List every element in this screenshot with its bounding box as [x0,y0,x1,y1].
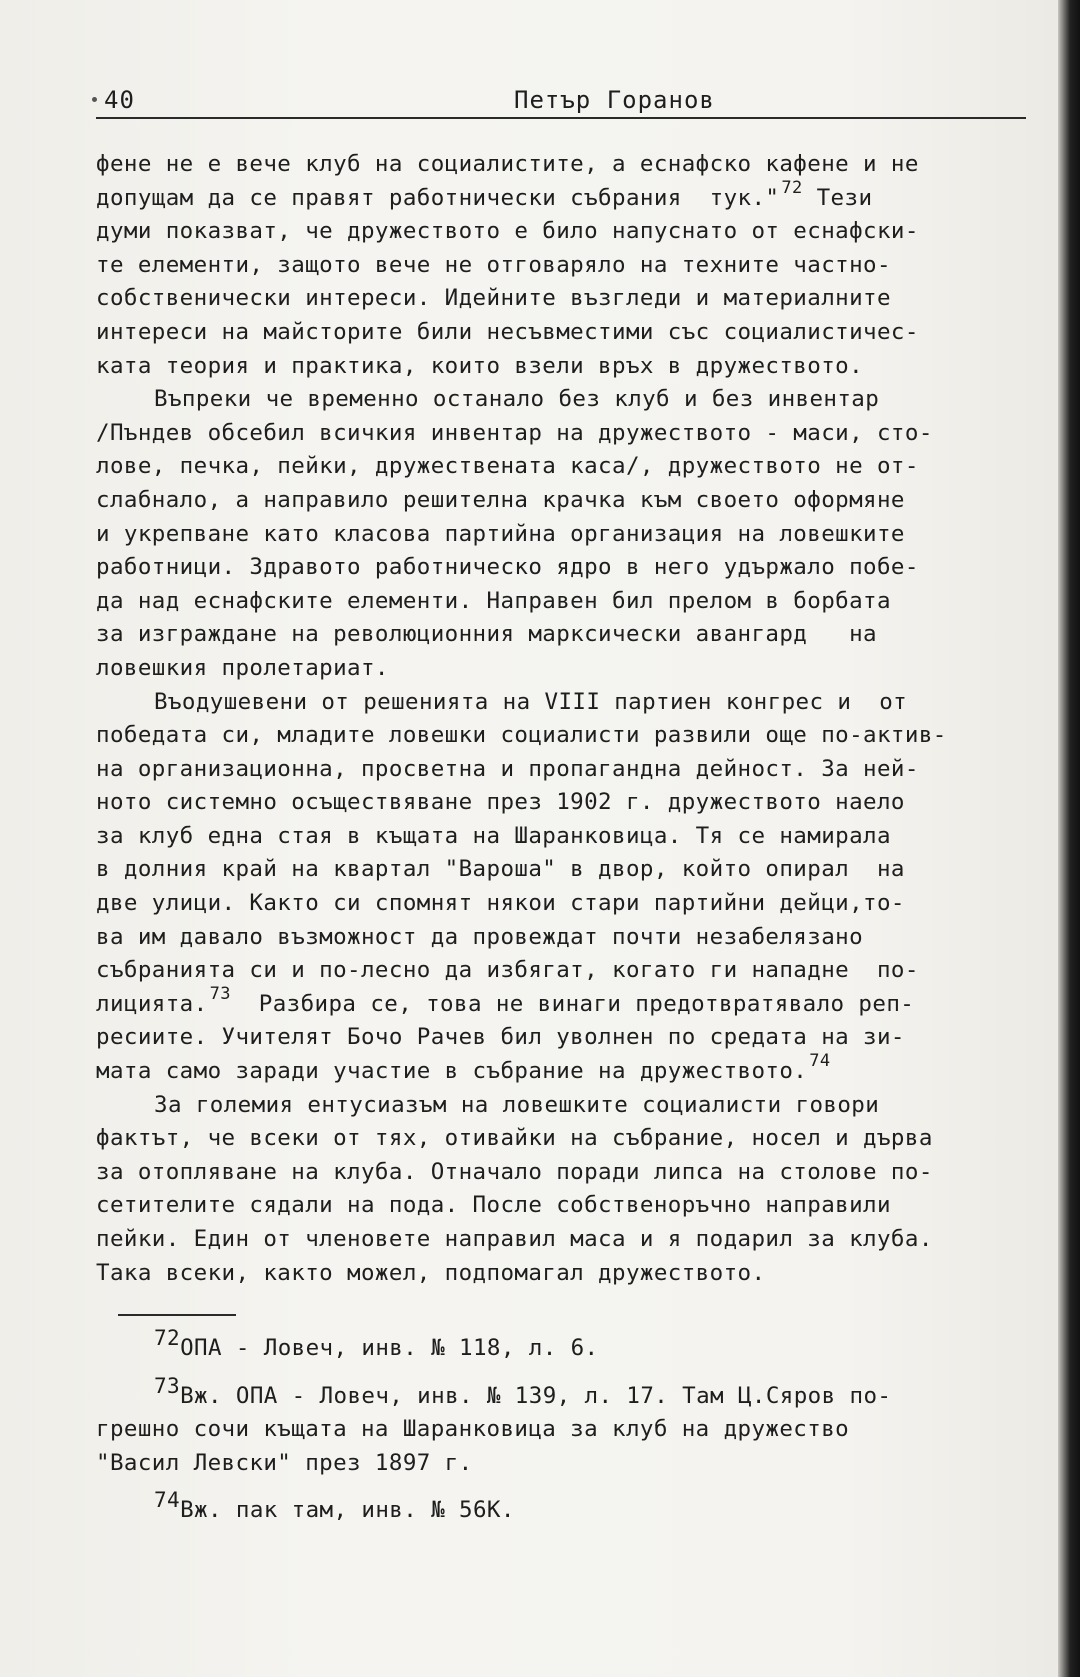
body-line [96,585,1056,619]
body-line [96,148,1056,182]
body-line [96,853,1056,887]
footnote-ref: 73 [209,983,231,1004]
footnote-line [96,1326,1056,1366]
body-line-text: Въодушевени от решенията на VIII партиен конгрес и от [154,688,908,715]
body-line-tail: Тези [802,184,873,211]
footnote-spacer [96,1480,1056,1494]
body-line-text: ловешкия пролетариат. [96,654,389,681]
body-line-text: ресиите. Учителят Бочо Рачев бил уволнен по средата на зи- [96,1024,905,1051]
body-line-text: допущам да се правят работнически събрания тук." [96,184,780,211]
body-line-text: Така всеки, както можел, подпомагал дружеството. [96,1259,766,1286]
footnote-number: 74 [154,1488,181,1513]
body-line [96,177,1056,216]
body-line-text: фактът, че всеки от тях, отивайки на събрание, носел и дърва [96,1125,933,1152]
body-line-text: ното системно осъществяване през 1902 г. дружеството наело [96,789,905,816]
body-line-text: Въпреки че временно останало без клуб и без инвентар [154,386,880,413]
body-line [96,652,1056,686]
body-line [96,450,1056,484]
body-line-text: работници. Здравото работническо ядро в него удържало побе- [96,554,919,581]
body-line-text: интереси на майсторите били несъвместими със социалистичес- [96,318,919,345]
body-line [96,753,1056,787]
footnote-line [96,1413,1056,1447]
footnote-line [96,1373,1056,1414]
footnote-text: Вж. ОПА - Ловеч, инв. № 139, л. 17. Там Ц.Сяров по- [180,1382,892,1409]
body-line-text: За големия ентусиазъм на ловешките социалисти говори [154,1091,880,1118]
footnote-number: 73 [154,1373,181,1398]
body-line [96,618,1056,652]
body-line [96,820,1056,854]
body-line-text: да над еснафските елементи. Направен бил прелом в борбата [96,587,891,614]
footnote-spacer [96,1318,1056,1332]
body-line [96,1051,1056,1089]
body-line [96,518,1056,552]
binding-edge [1058,0,1080,1677]
footnote-text: грешно сочи къщата на Шаранковица за клуб на дружество [96,1416,850,1443]
footnote-text: Вж. пак там, инв. № 56К. [180,1497,515,1524]
body-line [96,1089,1056,1123]
body-line [96,1122,1056,1156]
body-line [96,215,1056,249]
body-line-text: лицията. [96,990,208,1017]
body-line [96,1156,1056,1190]
footnote-rule [118,1314,236,1316]
body-line-text: победата си, младите ловешки социалисти развили още по-актив- [96,722,947,749]
body-line-text: собственически интереси. Идейните възгледи и материалните [96,285,891,312]
body-line-text: на организационна, просветна и пропагандна дейност. За ней- [96,755,919,782]
body-line [96,484,1056,518]
running-header [96,83,1026,119]
body-line [96,282,1056,316]
body-line-text: фене не е вече клуб на социалистите, а еснафско кафене и не [96,151,919,177]
body-line-text: събранията си и по-лесно да избягат, когато ги нападне по- [96,957,919,984]
body-line-text: сетителите сядали на пода. После собственоръчно направили [96,1192,891,1219]
footnote-ref: 74 [809,1051,831,1072]
body-line-text: и укрепване като класова партийна организация на ловешките [96,520,905,547]
footnotes [96,1318,1056,1528]
body-line [96,1021,1056,1055]
body-line [96,1257,1056,1291]
body-line-text: думи показват, че дружеството е било напуснато от еснафски- [96,218,919,245]
body-line [96,887,1056,921]
body-line [96,1189,1056,1223]
body-line [96,350,1056,384]
body-line-text: те елементи, защото вече не отговаряло на техните частно- [96,251,891,278]
body-line [96,249,1056,283]
body-line [96,686,1056,720]
body-line-text: мата само заради участие в събрание на дружеството. [96,1058,808,1085]
body-line-text: за изграждане на революционния марксически авангард на [96,621,877,648]
body-line [96,316,1056,350]
body-line [96,1223,1056,1257]
footnote-text: "Васил Левски" през 1897 г. [96,1449,473,1476]
footnote-line [96,1488,1056,1528]
body-text [96,148,1056,1290]
body-line [96,954,1056,988]
body-line-text: /Пъндев обсебил всичкия инвентар на дружеството - маси, сто- [96,419,933,446]
body-line-text: лове, печка, пейки, дружествената каса/, дружеството не от- [96,453,919,480]
body-line-text: ва им давало възможност да провеждат почти незабелязано [96,923,864,950]
body-line-text: за клуб една стая в къщата на Шаранковица. Тя се намирала [96,822,891,849]
body-line [96,383,1056,417]
page-number: 40 [104,86,135,114]
body-line-text: слабнало, а направило решителна крачка към своето оформяне [96,486,905,513]
body-line [96,786,1056,820]
body-line-text: за отопляване на клуба. Отначало поради липса на столове по- [96,1158,933,1185]
body-line-text: ката теория и практика, които взели връх в дружеството. [96,352,864,379]
body-line [96,983,1056,1022]
body-line [96,719,1056,753]
body-line-text: в долния край на квартал "Вароша" в двор, който опирал на [96,856,905,883]
body-line [96,921,1056,955]
margin-mark [92,97,97,102]
body-line [96,551,1056,585]
body-line-tail: Разбира се, това не винаги предотвратявало реп- [230,990,915,1017]
running-title: Петър Горанов [514,86,715,114]
body-line-text: две улици. Както си спомнят някои стари партийни дейци,то- [96,890,905,917]
body-line-text: пейки. Един от членовете направил маса и я подарил за клуба. [96,1226,933,1252]
footnote-spacer [96,1366,1056,1380]
footnote-text: ОПА - Ловеч, инв. № 118, л. 6. [180,1335,599,1361]
footnote-number: 72 [154,1326,181,1350]
body-line [96,417,1056,451]
footnote-ref: 72 [781,177,803,198]
footnote-line [96,1447,1056,1481]
